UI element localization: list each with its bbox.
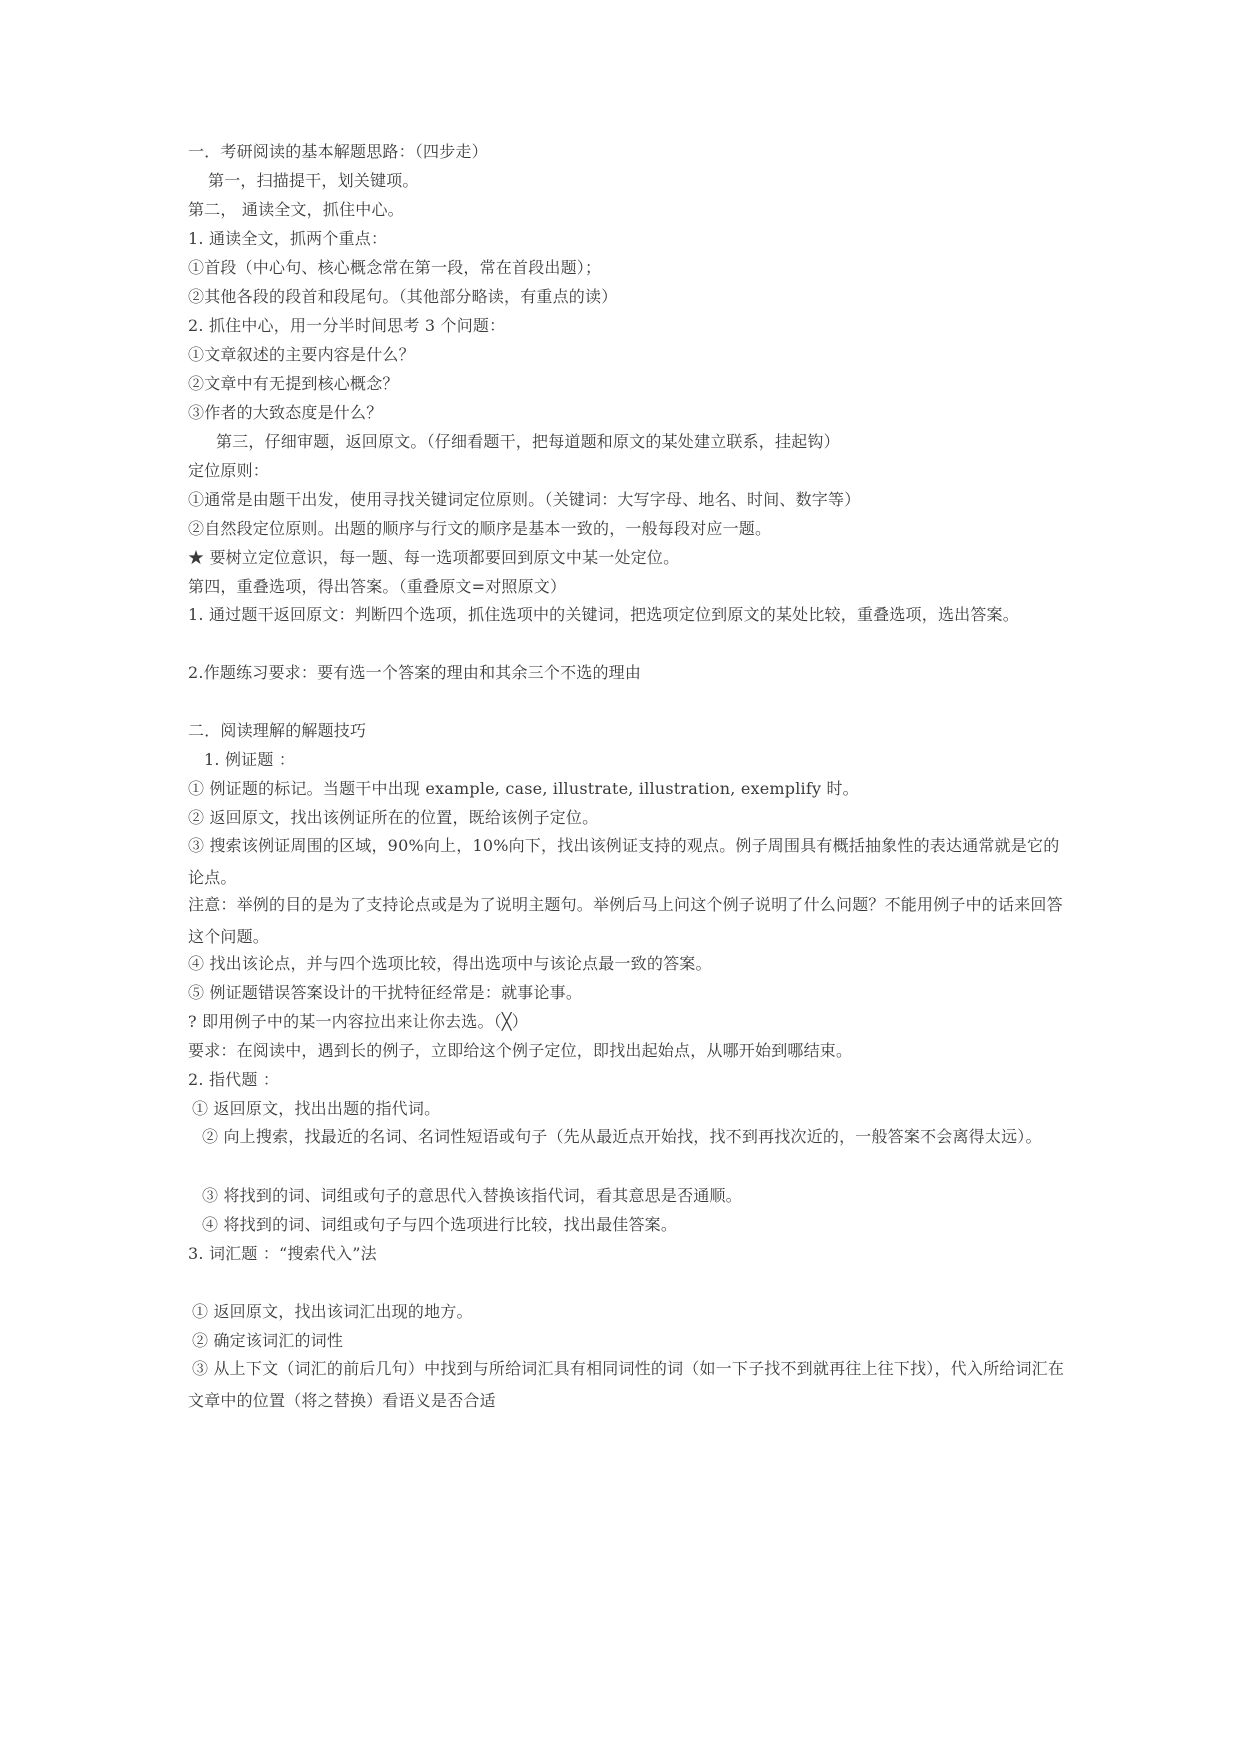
text-line: 2.作题练习要求：要有选一个答案的理由和其余三个不选的理由 — [188, 663, 642, 682]
text-line: ⑤ 例证题错误答案设计的干扰特征经常是：就事论事。 — [188, 983, 583, 1002]
text-line: ④ 找出该论点，并与四个选项比较，得出选项中与该论点最一致的答案。 — [188, 954, 712, 973]
text-line: ① 例证题的标记。当题干中出现 example, case, illustrate, illustration, exemplify 时。 — [188, 779, 859, 798]
text-line: 定位原则： — [188, 461, 270, 480]
text-line: ② 返回原文，找出该例证所在的位置，既给该例子定位。 — [188, 808, 599, 827]
section-heading: 二．阅读理解的解题技巧 — [188, 721, 367, 740]
text-line: ③ 搜索该例证周围的区域，90%向上，10%向下，找出该例证支持的观点。例子周围具有概括抽象性的表达通常就是它的论点。 — [188, 836, 1060, 887]
subsection-heading: 1. 例证题 ： — [204, 750, 296, 769]
text-line: ②文章中有无提到核心概念？ — [188, 374, 399, 393]
subsection-heading: 2. 指代题 ： — [188, 1070, 280, 1089]
text-line: ①通常是由题干出发，使用寻找关键词定位原则。（关键词：大写字母、地名、时间、数字等） — [188, 490, 861, 509]
text-line: ③ 将找到的词、词组或句子的意思代入替换该指代词，看其意思是否通顺。 — [202, 1186, 742, 1205]
text-line: 2. 抓住中心，用一分半时间思考 3 个问题： — [188, 316, 506, 335]
text-line: ①文章叙述的主要内容是什么？ — [188, 345, 415, 364]
text-line: ②自然段定位原则。出题的顺序与行文的顺序是基本一致的，一般每段对应一题。 — [188, 519, 772, 538]
text-line: 1. 通读全文，抓两个重点： — [188, 229, 388, 248]
text-line: ② 确定该词汇的词性 — [192, 1331, 344, 1350]
step-one: 第一，扫描提干，划关键项。 — [208, 171, 419, 190]
text-line: ②其他各段的段首和段尾句。（其他部分略读，有重点的读） — [188, 287, 618, 306]
text-line: ③作者的大致态度是什么？ — [188, 403, 383, 422]
step-three: 第三，仔细审题，返回原文。（仔细看题干，把每道题和原文的某处建立联系，挂起钩） — [216, 432, 840, 451]
text-line: ? 即用例子中的某一内容拉出来让你去选。（╳） — [188, 1012, 528, 1031]
section-heading: 一．考研阅读的基本解题思路：（四步走） — [188, 142, 488, 161]
subsection-heading: 3. 词汇题 ：“搜索代入”法 — [188, 1244, 377, 1263]
step-four: 第四，重叠选项，得出答案。（重叠原文=对照原文） — [188, 577, 567, 596]
step-two: 第二， 通读全文，抓住中心。 — [188, 200, 404, 219]
text-line: ② 向上搜索，找最近的名词、名词性短语或句子（先从最近点开始找，找不到再找次近的，一般答案不会离得太远）。 — [202, 1127, 1042, 1146]
text-line: ① 返回原文，找出出题的指代词。 — [192, 1099, 441, 1118]
text-line: ④ 将找到的词、词组或句子与四个选项进行比较，找出最佳答案。 — [202, 1215, 678, 1234]
text-line: ① 返回原文，找出该词汇出现的地方。 — [192, 1302, 473, 1321]
text-line: ③ 从上下文（词汇的前后几句）中找到与所给词汇具有相同词性的词（如一下子找不到就再往上往下找），代入所给词汇在文章中的位置（将之替换）看语义是否合适 — [188, 1359, 1065, 1410]
text-line: ①首段（中心句、核心概念常在第一段，常在首段出题）； — [188, 258, 602, 277]
text-line: 注意：举例的目的是为了支持论点或是为了说明主题句。举例后马上问这个例子说明了什么问题？不能用例子中的话来回答这个问题。 — [188, 895, 1063, 946]
text-line: 1. 通过题干返回原文：判断四个选项，抓住选项中的关键词，把选项定位到原文的某处比较，重叠选项，选出答案。 — [188, 605, 1019, 624]
text-line: 要求：在阅读中，遇到长的例子，立即给这个例子定位，即找出起始点，从哪开始到哪结束。 — [188, 1041, 853, 1060]
text-line: ★ 要树立定位意识，每一题、每一选项都要回到原文中某一处定位。 — [188, 548, 680, 567]
